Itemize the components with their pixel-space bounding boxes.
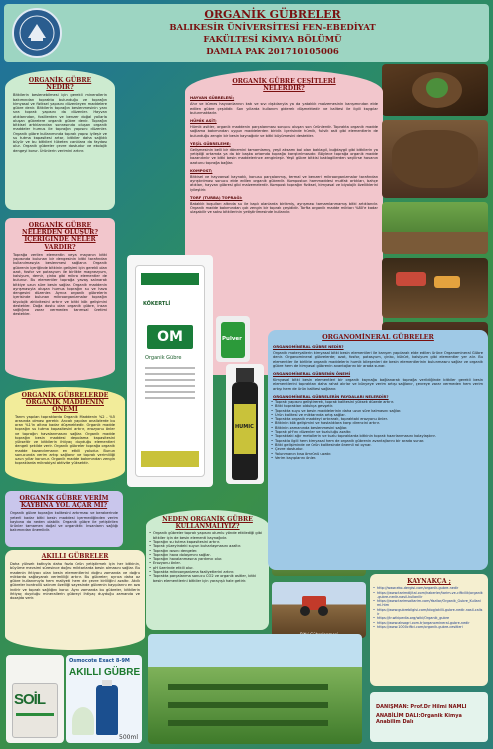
yield-box (5, 491, 123, 547)
crop-image (148, 634, 362, 744)
mineral-list-item: • Verim kayıplarını önler. (275, 456, 483, 460)
compost-top-image (382, 64, 488, 116)
poster-title: ORGANİK GÜBRELER (204, 8, 341, 21)
types-section-body: Hümik asitler, organik maddenin parçalanması sonucu oluşan son ürünlerdir. Toprakta organik madde sağlama bakımından uygun maddelerden biridir. İçerisinde hümik, fulvik asit gibi elementlerin de bulunduğu zengin bir besin kaynağıdır ve bitki büyümesini destekler. (190, 125, 378, 138)
types-section-head: KOMPOST; (190, 167, 213, 173)
reference-link[interactable]: • https://www.aksagri.com.tr/organomineral-gubre-nedir (377, 621, 483, 625)
advisor-box (370, 692, 488, 742)
header-banner (4, 4, 489, 62)
types-section-body: Bitkisel ve hayvansal kaynaklı, konusu parçalanmış, termal ve benzeri mikroorganizmalar tarafından ayrıştırılması sonucu elde edilen organik gübredir. Kompostun hammaddesi mutfak artıkları, bahçe atıkları, hayvan gübresi gibi malzemelerdir. Kompost toprağın fiziksel, kimyasal ve biyolojik özelliklerini iyileştirir. (190, 174, 378, 192)
how-list (146, 530, 269, 583)
tractor-field-image (272, 582, 366, 638)
compost-bin-image (382, 258, 488, 318)
humic-bottle-image (226, 364, 264, 484)
how-list-item: • Toprakta parçalanma sonucu CO2 ve organik asitler, bitki besin elementlerini bitkiler için yarayışlı hale getirir. (153, 574, 264, 583)
types-section-body: Gelişmesinin belli bir dönemini tamamlamış, yeşil aksamı bol olan baklagil, buğdaygil gibi bitkilerin ya yetiştiği ortamda ya da bir başka ortamda toprağa karıştırılmasıdır. Böylece toprağa organik madde kazandırılır ve bitki besin maddelerince zenginleşir. Yeşil gübre bitkisi baklagillerden seçilirse havanın azotunu toprağa bağlar. (190, 147, 378, 165)
content-body: Toprağa verilen elementin veya mayanın bitki yapısında bulunan bir dengesinin bitki tarafından kullanılmasıyla beslenmesi sağlanır. Organik gübrenin içeriğinde bitkinin gelişimi için gerekli olan azot, fosfor ve potasyum ile birlikte magnezyum, kalsiyum, demir, çinko gibi mikro elementler de bulunur. Bu elementler toprağa yavaş salınarak bitkiye uzun süre besin sağlar. Organik maddenin ayrışmasıyla oluşan humus toprağın su ve hava dengesini düzenler. Ayrıca organik gübrelerin içerisinde bulunan mikroorganizmalar toprağın biyolojik aktivitesini artırır ve bitki kök gelişimini destekler. Doğa dostu olan organik gübre, insan sağlığına zarar vermeden tarımsal üretimi destekler. (13, 252, 107, 317)
manure-image (382, 120, 488, 198)
types-section-head: TORF (TURBA) TOPRAĞI: (190, 194, 243, 200)
refs-title: KAYNAKÇA ; (407, 578, 451, 585)
yield-title: ORGANİK GÜBRE VERİM KAYBINA YOL AÇAR MI? (19, 495, 109, 510)
mineral-box (268, 330, 488, 570)
content-title: ORGANİK GÜBRE NELERDEN OLUŞUR? İÇERİĞİNDE NELER VARDIR? (22, 222, 98, 251)
reference-link[interactable]: • http://www.eko-dergisi.com/organik-gubre-nedir (377, 586, 483, 590)
advisor-department: ANABİLİM DALI:Organik Kimya Anabilim Dalı (376, 713, 462, 725)
how-list-item: • Toprak yüzeyindeki suyun buharlaşmasını azaltır. (153, 544, 264, 548)
yield-body: Organik gübre toprağın kalitesini artırması ve beraberinde yeterli kadar bitki besin maddesi içermediğinden verim kaybına da neden olabilir. Organik gübre ile yetiştirilen ürünler tamamen doğal ve organiktir. İnsanların sağlığı bakımından önemlidir. (10, 511, 118, 533)
mineral-list-item: • Toprakla ilgili hem kimyasal hem de organik gübrenin avantajlarını bir arada sunar. (275, 439, 483, 443)
how-list-item: • Toprağın su tutma kapasitesini artırır. (153, 540, 264, 544)
types-title: ORGANİK GÜBRE ÇEŞİTLERİ NELERDİR? (232, 78, 336, 93)
smart-box (5, 550, 145, 650)
reference-link[interactable]: • https://www.tarimdijital.com/haberler/tarim-ve-ciftcilik/organik-gubre-nedir-nasil-kullanilir (377, 591, 483, 600)
what-body: Bitkilerin beslenebilmesi için gerekli minerallerin bakımından toprakta bulunduğu ve toprağın kimyasal ve fiziksel yapısını düzenleyen maddelere gübre denir. Bitkilerin toprağın beslenmesinin yanı sıra toprak yapısını da düzenler. Hayvan atıklarından, fosillerden ve benzer doğal yollarla oluşan gübrelere organik gübre denir. Toprağın bitkisel artıklarından sonrasında oluşan organik maddeler humus ile toprağın yapısını düzenler. Organik gübre kullanımında toprak yapısı iyileşir ve su tutma kapasitesi artar, bitkiler daha sağlıklı büyür ve bu bitkileri tüketen canlılara da faydası olur. Organik gübreler çevre dostudur ve ekolojik dengeyi korur. Ürünlerin verimini artırır. (13, 93, 107, 153)
advisor-name: DANIŞMAN: Prof.Dr Hilmi NAMLI (376, 704, 467, 710)
types-section-head: HÜMİK ASİT; (190, 118, 217, 124)
pulver-label: Pulver (222, 336, 242, 342)
soil-product-image (6, 655, 64, 743)
mineral-body-2: Kimyasal bitki besin elementleri bir organik kaynağa bağlanarak toprağa verildiğinde bitkiler gerekli besin elementlerini topraktan daha rahat alırlar ve bünyeye verim artışı sağlanır, çevreye zarar vermeden hem verim artışı hem de ürün kalitesi sağlanır. (273, 378, 483, 391)
mineral-sub-1: ORGANOMİNERAL GÜBRE NEDİR? (273, 344, 344, 350)
what-title: ORGANİK GÜBRE NEDİR? (28, 77, 92, 92)
how-box (146, 510, 269, 630)
bag-badge: OM (147, 325, 193, 349)
smart-title: AKILLI GÜBRELER (41, 553, 109, 560)
how-list-item: • Toprağın hava dolaşımını sağlar. (153, 553, 264, 557)
bag-brand: KÖKERTLİ (143, 301, 171, 307)
reference-link[interactable]: • https://www.1000ciftci.com/organik-gubre-cesitleri (377, 625, 483, 629)
reference-link[interactable]: • https://tr.wikipedia.org/wiki/Organik_gubre (377, 616, 483, 620)
types-section-body: Bataklık koşulları altında su ile kaplı alanlarda birikmiş, ayrışması tamamlanmamış bitki artıklarıdır. Organik madde bakımından çok zengin bir toprak çeşididir. Torfta organik madde miktarı %80'e kadar ulaşabilir ve saksı bitkilerinin yetiştirilmesinde kullanılır. (190, 201, 378, 215)
smart-fertilizer-image (66, 655, 142, 743)
mineral-list-item: • Ürün kalitesi ve miktarında artış sağlar. (275, 413, 483, 417)
mineral-list (268, 399, 488, 460)
refs-list (370, 585, 488, 629)
mineral-list-item: • Bitkinin kök gelişimini ve hastalıklara karşı direncini artırır. (275, 421, 483, 425)
how-list-item: • Toprakta mikroorganizma faaliyetlerini artırır. (153, 570, 264, 574)
how-list-item: • Toprağın havalanmasına yardımcı olur. (153, 557, 264, 561)
bag-desc: Organik Gübre (145, 355, 182, 361)
types-sections (185, 92, 383, 214)
mineral-list-item: • Toprak pH'ını düzenler ve tuzluluğu azaltır. (275, 430, 483, 434)
smart-body: Daha yüksek katkıyla daha fazla ürün yetiştirmek için her bitkinin, büyüme mevsimi süresince doğru miktarlarda besin almasını sağlar. Bu madenin ihtiyacı olan besin elementlerini doğru zamanda ve doğru miktarda sağlayarak verimliliği artırır. Bu gübreler; ayrıca daha az gübre kullanımıyla hem maliyeti hem de çevre kirliliğini azaltır. Akıllı gübreler kontrollü salınım özelliği sayesinde gübrenin kayıplarını en aza indirir ve toprak sağlığını korur. Aynı zamanda bu gübreler, bitkilerin ihtiyaç duyduğu minerallerin gübreyi ihtiyaç duyduğu zamanda ve dozajda verir. (10, 562, 140, 601)
reference-link[interactable]: • https://www.gubrebilgisi.com/blog/akilli-gubre-nedir-nasil-calisir (377, 608, 483, 617)
how-list-item: • Toprağın ısısını dengeler. (153, 549, 264, 553)
bottle-size-label: 500ml (119, 734, 138, 741)
value-body: Tarım yapılan topraklarda Organik Maddenin %2 - %5 arasında olması gerekir. Ancak yapılan analizlerde bu oran %1'in altına kadar düşmektedir. Organik madde toprağın su tutma kapasitesini artırır, erozyonu önler ve toprağın havalanmasını sağlar. Organik madde toprağın besin maddesi depolama kapasitesini yükseltir ve bitkilerin ihtiyaç duyduğu elementleri dengeli şekilde verir. Organik gübreler toprağa organik madde kazandırmanın en etkili yoludur. Bunun sonucunda verim artışı sağlanır ve toprak verimliliği uzun yıllar korunur. Organik madde bakımından zengin topraklarda mikrobiyal aktivite yüksektir. (15, 414, 115, 466)
faculty-line-1: BALIKESİR ÜNİVERSİTESİ FEN-EBEDİYAT (169, 23, 376, 33)
mineral-sub-2: ORGANOMİNERAL GÜBRENİN ÖNEMİ (273, 371, 351, 377)
soil-brand-label: SOİL (14, 691, 46, 708)
content-box (5, 218, 115, 381)
pulver-product-image (216, 316, 250, 362)
what-box (5, 70, 115, 210)
mineral-list-item: • Toprakta organik maddeyi artırarak, topraktaki erozyonu önler. (275, 417, 483, 421)
faculty-line-2: FAKÜLTESİ KİMYA BÖLÜMÜ (203, 35, 342, 45)
types-section-body: Ahır ve kümes hayvanlarının katı ve sıvı dışkılarıyla ya da yataklık malzemesinin karışımından elde edilen gübre çeşididir. Son yıllarda kullanım giderek düşmektedir ve kalitesi ile ilgili kaygılar bulunmaktadır. (190, 102, 378, 115)
mineral-title: ORGANOMİNERAL GÜBRELER (322, 333, 434, 341)
author-line: DAMLA PAK 201710105006 (206, 47, 339, 57)
types-section-head: HAYVAN GÜBRELERİ; (190, 95, 235, 101)
value-box (5, 387, 125, 484)
smart-product-label: AKILLI GÜBRE (69, 667, 141, 678)
green-manure-image (382, 202, 488, 254)
mineral-list-item: • Toprakta suyu ve besin maddelerinin daha uzun süre kalmasını sağlar. (275, 409, 483, 413)
mineral-list-item: • Yolunmanın kısa ömrünü uzatır. (275, 452, 483, 456)
smart-product-sub: Osmocote Exact 8-9M (69, 658, 130, 664)
mineral-list-item: • Toprak yapısını geliştirerek, toprak kalitesini yüksek düzede artırır. (275, 400, 483, 404)
university-seal (12, 8, 62, 58)
refs-box (370, 574, 488, 686)
humic-label: HUMIC (235, 424, 254, 430)
mineral-list-item: • Çevre dostudur. (275, 447, 483, 451)
how-list-item: • Erozyonu önler. (153, 561, 264, 565)
how-title: NEDEN ORGANİK GÜBRE KULLANMALIYIZ? (162, 516, 253, 531)
how-list-item: • Organik gübreler toprak yapısını olumlu yönde etkilediği gibi bitkiler için de besin elementi kaynağıdır. (153, 531, 264, 540)
mineral-list-item: • Topraktaki ağır metallerin ve tuzlu topraklarda bitkinin toprak hazırlanmasını kolaylaştırır. (275, 434, 483, 438)
mineral-body-1: Organik materyallerin kimyasal bitki besin elementleri ile karışım yapılarak elde edilen ürüne Organomineral Gübre denir. Organomineral gübrelerde; azot, fosfor, potasyum, çinko, kükürt, kalsiyum gibi elementler yer alır. Bu elementler ile birlikte organik maddelerin humik bileşenleri de besin elementlerinin bulunmasını sağlar ve organik gübre hem de kimyasal gübrenin avantajlarını bir arada sunar. (273, 351, 483, 368)
mineral-list-item: • Bitki toprakları oldukça gevşetir. (275, 404, 483, 408)
fertilizer-bag-image (127, 255, 213, 487)
mineral-list-item: • Bitki gelişiminde ve ürün kalitesinde önemli rol oynar. (275, 443, 483, 447)
value-title: ORGANİK GÜBRELERDE ORGANİK MADDENİN ÖNEMİ (21, 392, 109, 414)
mineral-list-item: • Bitkinin zamanında beslenmesini sağlar. (275, 426, 483, 430)
reference-link[interactable]: • https://www.tarimsaltarim.com/Yazilar/Organik_Gubre_Kullanimi.htm (377, 599, 483, 608)
mineral-sub-3: ORGANOMİNERAL GÜBRELERİN FAYDALARI NELERDİR? (273, 393, 389, 399)
types-section-head: YEŞİL GÜBRELEME; (190, 140, 231, 146)
how-list-item: • pH üzerinde etkili olur. (153, 566, 264, 570)
